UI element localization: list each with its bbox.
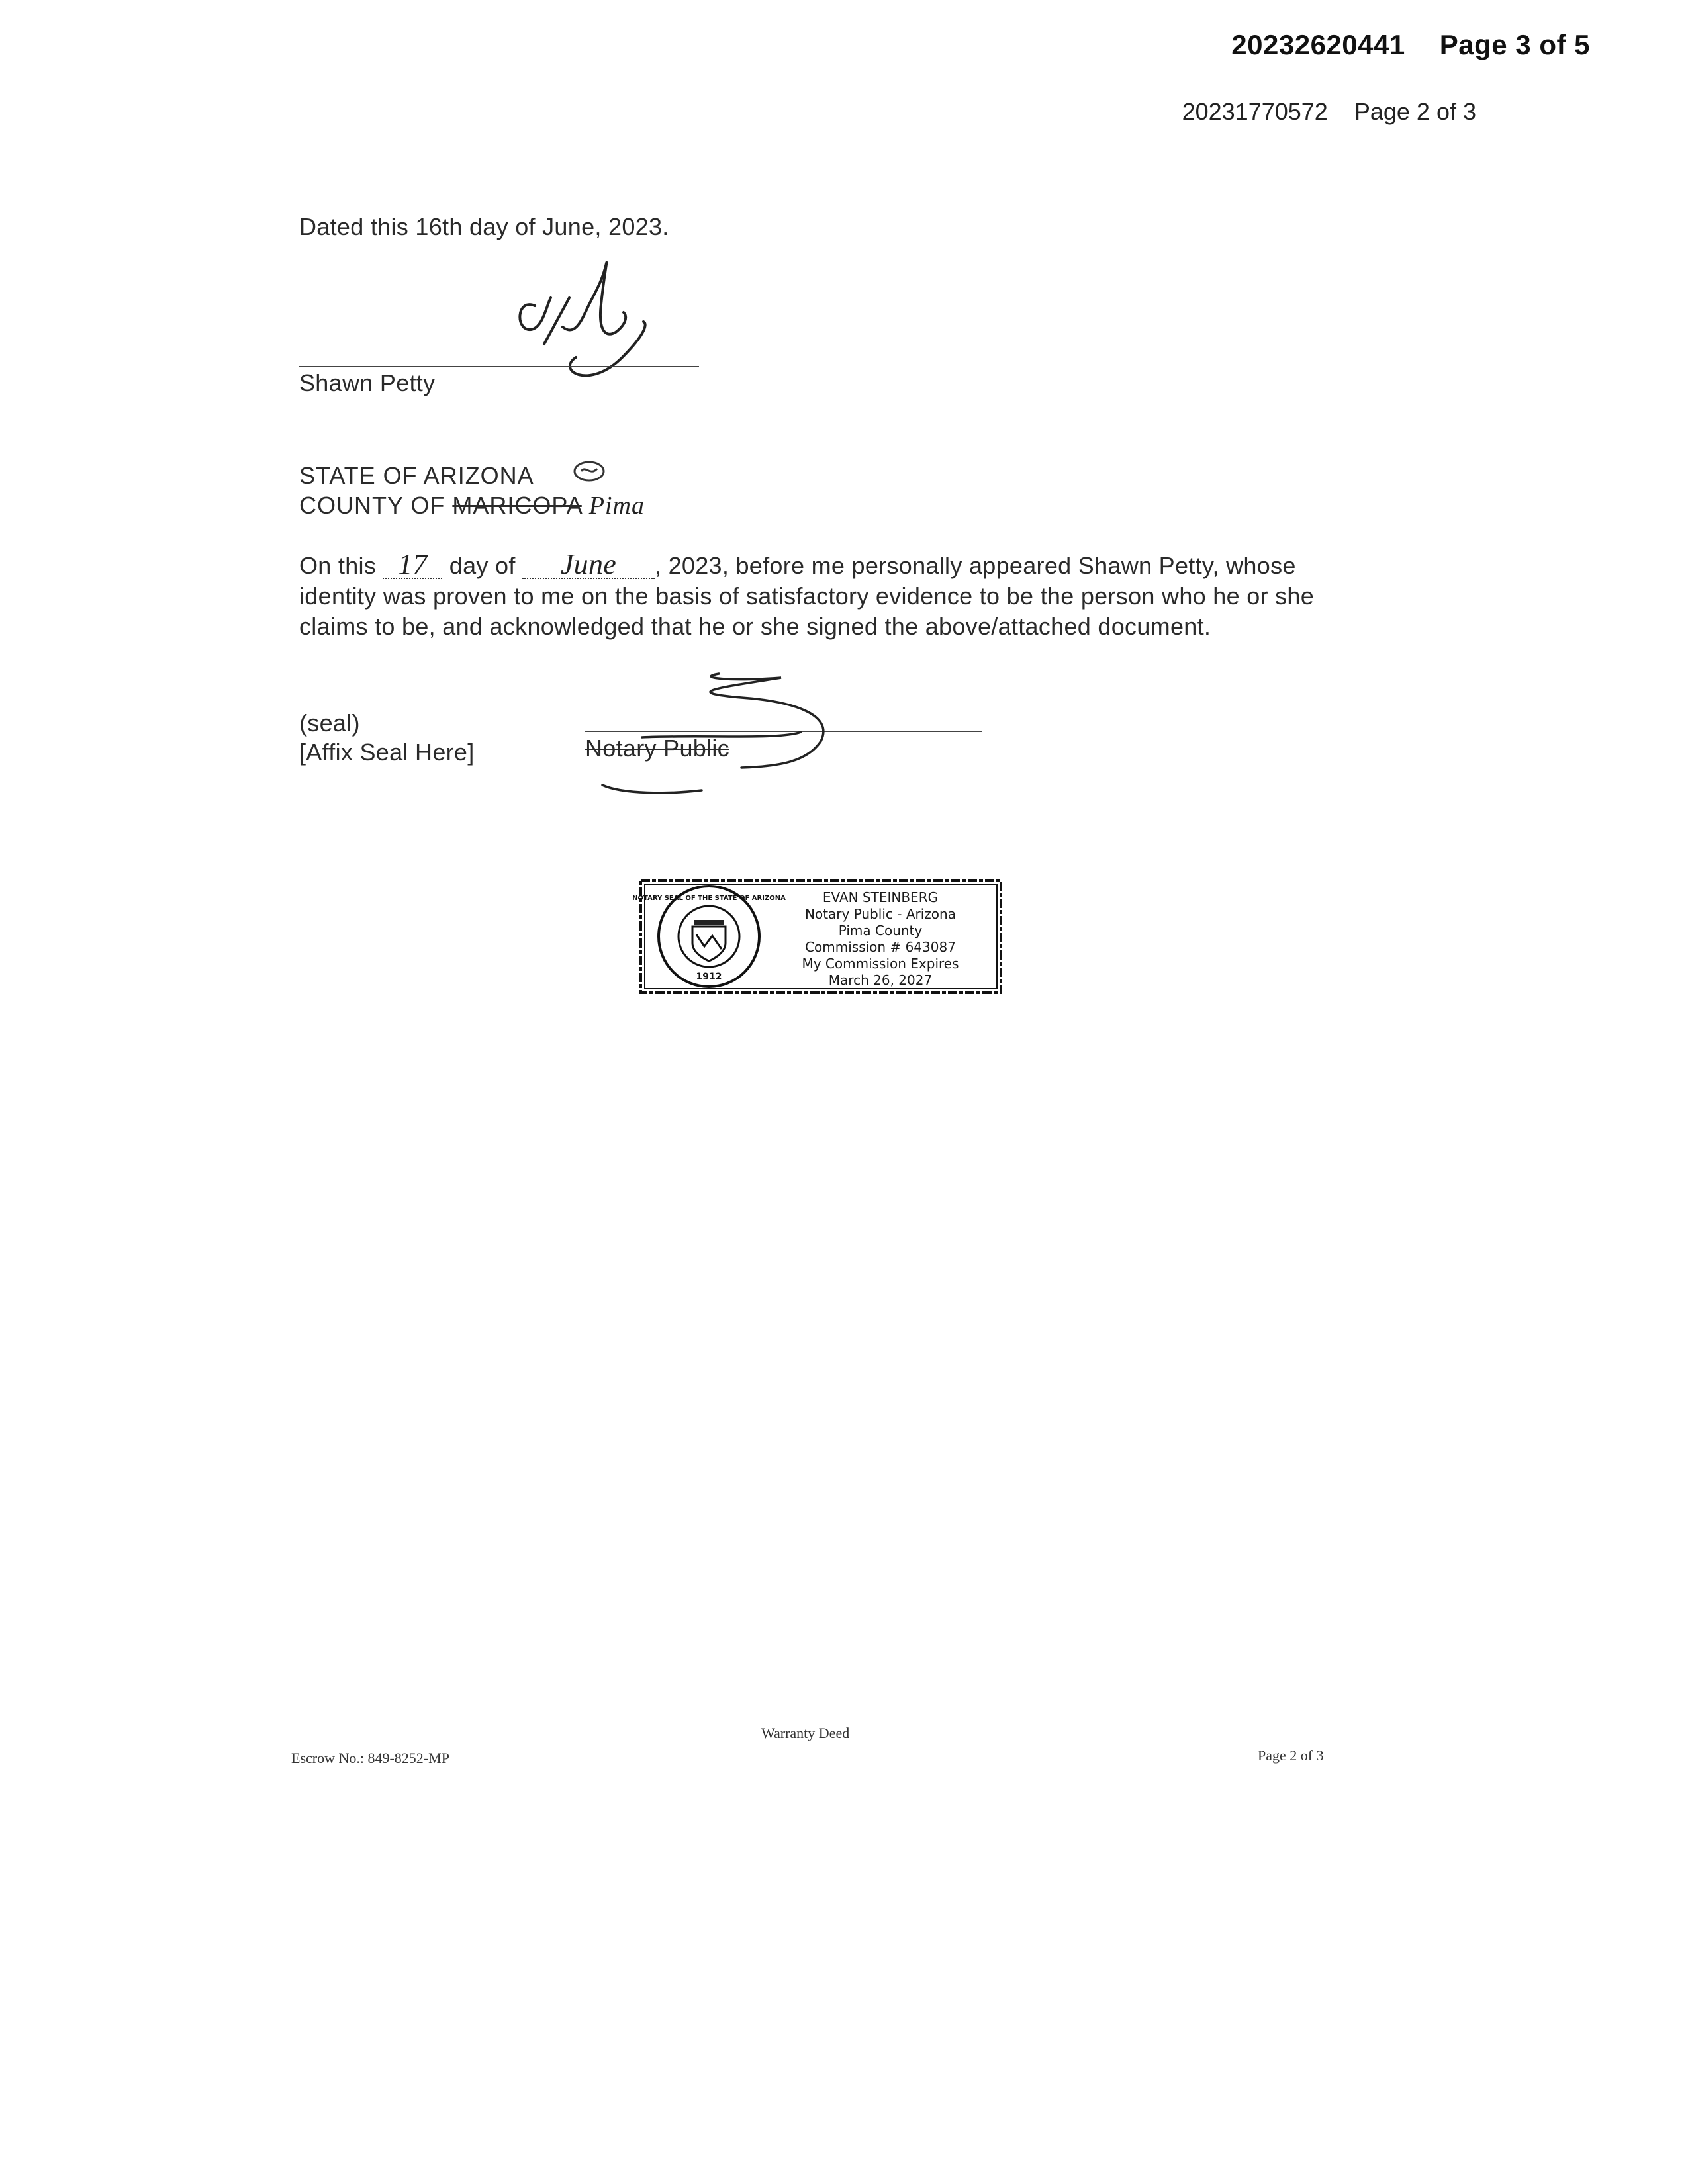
secondary-recording-header [1182, 98, 1476, 126]
secondary-record-number: 20231770572 [1182, 98, 1328, 125]
footer-doc-type: Warranty Deed [761, 1725, 850, 1741]
primary-recording-header [1231, 29, 1590, 61]
seal-label: (seal) [299, 709, 360, 737]
stamp-county: Pima County [838, 923, 923, 938]
stamp-commission: Commission # 643087 [805, 939, 956, 955]
county-handwritten: Pima [588, 492, 645, 520]
ack-day-handwritten: 17 [383, 551, 442, 579]
notary-signature [583, 668, 861, 801]
seal-ring-text: NOTARY SEAL OF THE STATE OF ARIZONA [632, 895, 786, 902]
county-struck-text: MARICOPA [452, 492, 582, 519]
notary-stamp [632, 874, 1006, 999]
footer-page-number: Page 2 of 3 [1258, 1747, 1324, 1764]
affix-seal-label: [Affix Seal Here] [299, 739, 475, 766]
initials-mark [571, 457, 610, 486]
signer-signature [490, 258, 715, 404]
ack-month-handwritten: June [522, 551, 655, 579]
primary-page-indicator: Page 3 of 5 [1439, 29, 1590, 60]
ack-day-of: day of [449, 552, 516, 579]
stamp-notary-title: Notary Public - Arizona [805, 906, 956, 922]
ack-body: , 2023, before me personally appeared Shawn Petty, whose identity was proven to me on the basis of satisfactory evidence to be the person who he or she claims to be, and acknowledged that he or she signed the above/attached document. [299, 552, 1315, 640]
county-line [299, 491, 645, 520]
state-seal-icon [632, 880, 786, 993]
secondary-page-indicator: Page 2 of 3 [1354, 98, 1476, 125]
footer-escrow-number: Escrow No.: 849-8252-MP [291, 1750, 449, 1766]
dated-line: Dated this 16th day of June, 2023. [299, 213, 669, 240]
primary-record-number: 20232620441 [1231, 29, 1405, 60]
stamp-expires-date: March 26, 2027 [828, 972, 933, 988]
ack-prefix: On this [299, 552, 377, 579]
seal-year: 1912 [696, 972, 722, 982]
county-prefix: COUNTY OF [299, 492, 445, 519]
signer-signature-line [299, 366, 699, 367]
state-line: STATE OF ARIZONA [299, 462, 534, 489]
acknowledgment-paragraph [299, 548, 1332, 642]
signer-name: Shawn Petty [299, 369, 436, 396]
notary-public-text: Notary Public [585, 735, 729, 762]
stamp-text-block [768, 889, 993, 989]
stamp-notary-name: EVAN STEINBERG [822, 889, 939, 905]
stamp-expires-label: My Commission Expires [802, 956, 959, 972]
